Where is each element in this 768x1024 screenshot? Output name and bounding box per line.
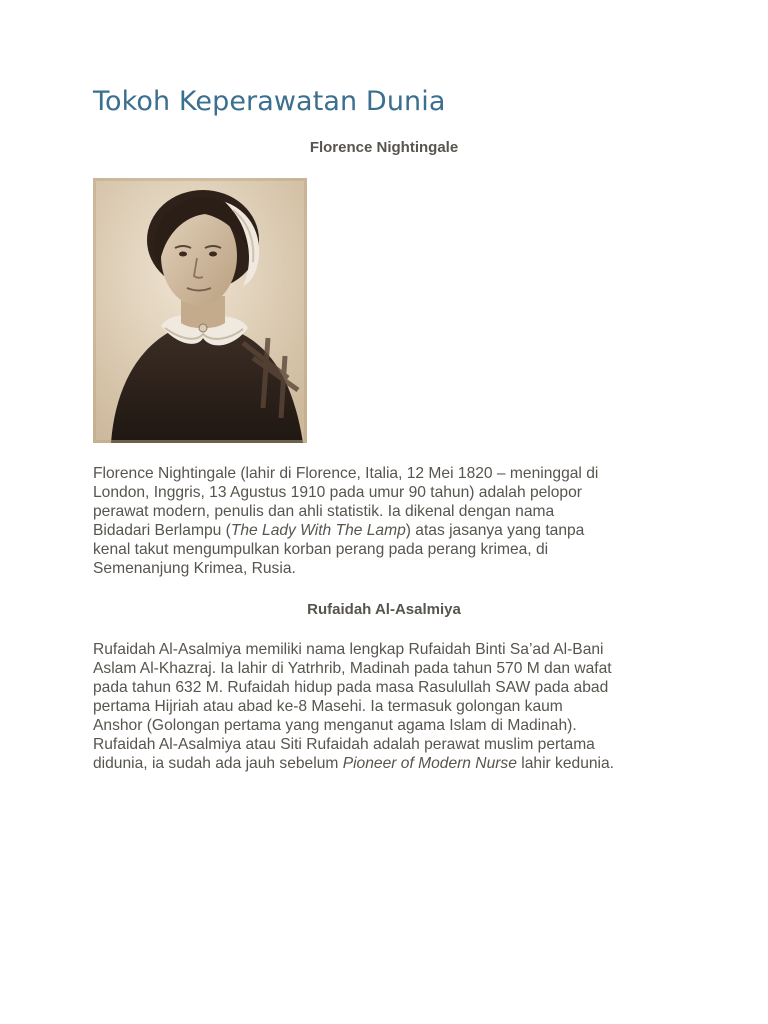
page-title: Tokoh Keperawatan Dunia: [93, 86, 446, 117]
section-heading-florence: Florence Nightingale: [309, 139, 459, 156]
text-line: Anshor (Golongan pertama yang menganut agama Islam di Madinah).: [93, 717, 577, 734]
text-line: [93, 521, 683, 540]
text-run: didunia, ia sudah ada jauh sebelum: [93, 755, 343, 772]
text-line: Florence Nightingale (lahir di Florence, Italia, 12 Mei 1820 – meninggal di: [93, 465, 599, 482]
text-run: lahir kedunia.: [516, 755, 615, 772]
text-line: Aslam Al-Khazraj. Ia lahir di Yatrhrib, Madinah pada tahun 570 M dan wafat: [93, 660, 612, 677]
text-line: Rufaidah Al-Asalmiya memiliki nama lengkap Rufaidah Binti Sa’ad Al-Bani: [93, 641, 604, 658]
text-line: pertama Hijriah atau abad ke-8 Masehi. Ia termasuk golongan kaum: [93, 698, 563, 715]
portrait-florence-nightingale: [93, 178, 307, 443]
text-run: ) atas jasanya yang tanpa: [405, 522, 585, 539]
text-line: Semenanjung Krimea, Rusia.: [93, 560, 296, 577]
text-line: Rufaidah Al-Asalmiya atau Siti Rufaidah adalah perawat muslim pertama: [93, 736, 595, 753]
text-line: London, Inggris, 13 Agustus 1910 pada umur 90 tahun) adalah pelopor: [93, 484, 582, 501]
text-line: perawat modern, penulis dan ahli statistik. Ia dikenal dengan nama: [93, 503, 555, 520]
text-line: kenal takut mengumpulkan korban perang pada perang krimea, di: [93, 541, 549, 558]
text-run: Bidadari Berlampu (: [93, 522, 231, 539]
paragraph-rufaidah: [93, 640, 683, 773]
italic-text-lady-lamp: The Lady With The Lamp: [230, 522, 406, 539]
section-heading-rufaidah: Rufaidah Al-Asalmiya: [307, 601, 461, 618]
text-line: pada tahun 632 M. Rufaidah hidup pada masa Rasulullah SAW pada abad: [93, 679, 609, 696]
text-line: [93, 754, 683, 773]
italic-text-pioneer: Pioneer of Modern Nurse: [342, 755, 517, 772]
paragraph-florence: [93, 464, 683, 578]
